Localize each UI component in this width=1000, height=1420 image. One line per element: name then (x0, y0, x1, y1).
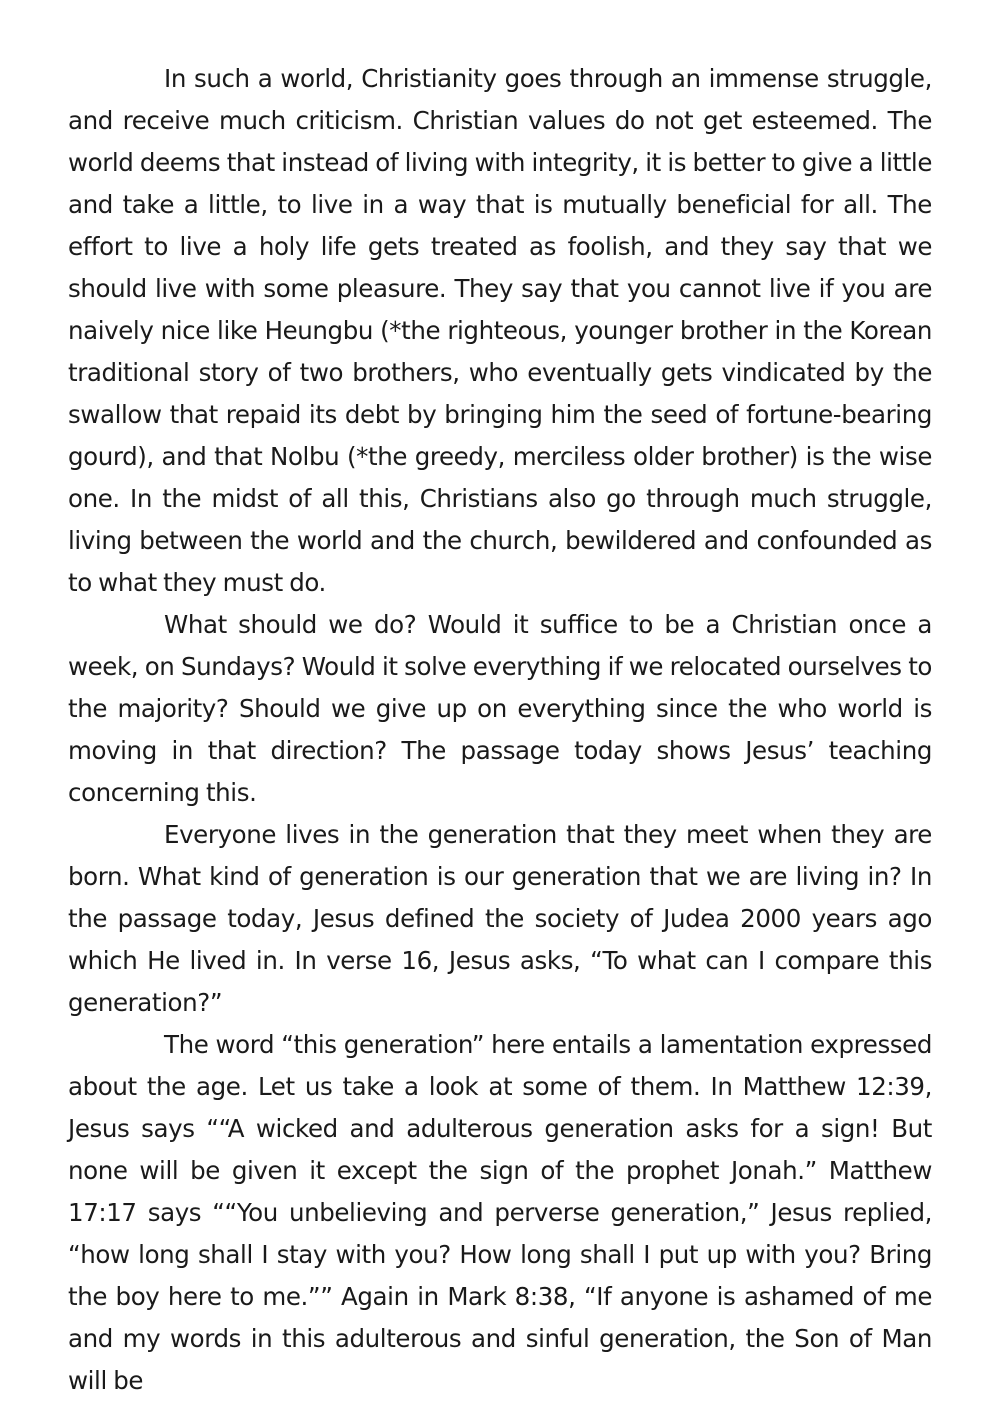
paragraph-3: Everyone lives in the generation that they meet when they are born. What kind of generation is our generation that we are living in? In the passage today, Jesus defined the society of Judea 2000 years ago which He lived in. In verse 16, Jesus asks, “To what can I compare this generation?” (68, 820, 932, 1017)
document-page (68, 58, 932, 1402)
paragraph-1: In such a world, Christianity goes through an immense struggle, and receive much criticism. Christian values do not get esteemed. The world deems that instead of living with integrity, it is better to give a little and take a little, to live in a way that is mutually beneficial for all. The effort to live a holy life gets treated as foolish, and they say that we should live with some pleasure. They say that you cannot live if you are naively nice like Heungbu (*the righteous, younger brother in the Korean traditional story of two brothers, who eventually gets vindicated by the swallow that repaid its debt by bringing him the seed of fortune-bearing gourd), and that Nolbu (*the greedy, merciless older brother) is the wise one. In the midst of all this, Christians also go through much struggle, living between the world and the church, bewildered and confounded as to what they must do. (68, 64, 932, 597)
paragraph-4: The word “this generation” here entails a lamentation expressed about the age. Let us take a look at some of them. In Matthew 12:39, Jesus says ““A wicked and adulterous generation asks for a sign! But none will be given it except the sign of the prophet Jonah.” Matthew 17:17 says ““You unbelieving and perverse generation,” Jesus replied, “how long shall I stay with you? How long shall I put up with you? Bring the boy here to me.”” Again in Mark 8:38, “If anyone is ashamed of me and my words in this adulterous and sinful generation, the Son of Man will be (68, 1030, 932, 1395)
paragraph-2: What should we do? Would it suffice to be a Christian once a week, on Sundays? Would it solve everything if we relocated ourselves to the majority? Should we give up on everything since the who world is moving in that direction? The passage today shows Jesus’ teaching concerning this. (68, 610, 932, 807)
